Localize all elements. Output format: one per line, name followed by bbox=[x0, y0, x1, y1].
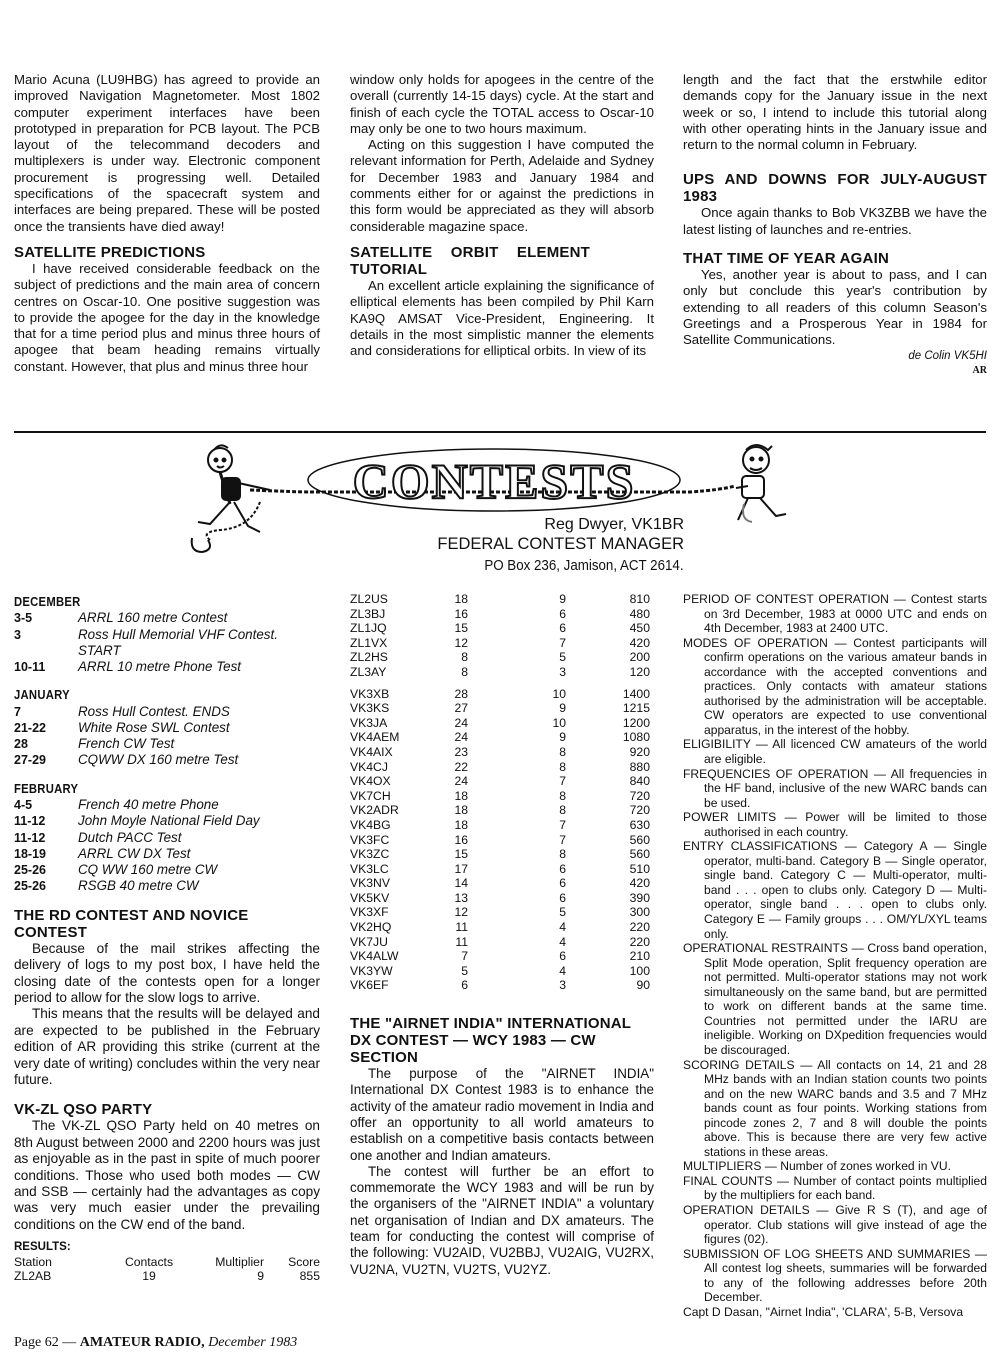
score-contacts: 13 bbox=[454, 890, 468, 905]
score-contacts: 18 bbox=[454, 803, 468, 818]
vk-score-table bbox=[350, 687, 654, 993]
score-total: 1400 bbox=[622, 686, 650, 701]
calendar-date: 11-12 bbox=[14, 830, 46, 845]
calendar-date: 28 bbox=[14, 737, 28, 752]
score-multiplier: 3 bbox=[559, 978, 566, 993]
calendar-date: 21-22 bbox=[14, 720, 46, 735]
magazine-name: AMATEUR RADIO, bbox=[79, 1335, 205, 1350]
score-multiplier: 6 bbox=[559, 606, 566, 621]
paragraph: This means that the results will be delayed and are expected to be published in the February edition of AR providing this strike (current at the very date of writing) concludes within the very near future. bbox=[14, 1006, 320, 1088]
contest-calendar-column bbox=[14, 592, 320, 1283]
score-row bbox=[350, 687, 654, 702]
score-row bbox=[350, 701, 654, 716]
calendar-entry bbox=[14, 720, 320, 736]
col-station: Station bbox=[14, 1255, 52, 1270]
scores-and-airnet-column bbox=[350, 592, 654, 1278]
score-row bbox=[350, 636, 654, 651]
contests-title-text: CONTESTS bbox=[352, 453, 636, 509]
score-multiplier: 4 bbox=[559, 920, 566, 935]
calendar-date: 18-19 bbox=[14, 846, 46, 861]
calendar-date: 11-12 bbox=[14, 814, 46, 829]
score-total: 560 bbox=[629, 847, 650, 862]
score-row bbox=[350, 803, 654, 818]
score-row bbox=[350, 833, 654, 848]
calendar-date: 3 bbox=[14, 627, 21, 642]
score-contacts: 18 bbox=[454, 788, 468, 803]
calendar-event: CQ WW 160 metre CW bbox=[78, 862, 218, 878]
score-station: VK5KV bbox=[350, 890, 390, 905]
score-station: VK3FC bbox=[350, 832, 390, 847]
score-multiplier: 8 bbox=[559, 759, 566, 774]
score-total: 510 bbox=[629, 861, 650, 876]
calendar-date: 25-26 bbox=[14, 863, 46, 878]
score-multiplier: 6 bbox=[559, 621, 566, 636]
score-row bbox=[350, 935, 654, 950]
score-row bbox=[350, 716, 654, 731]
score-multiplier: 4 bbox=[559, 963, 566, 978]
score-row bbox=[350, 847, 654, 862]
results-label: RESULTS: bbox=[14, 1241, 71, 1254]
paragraph: Mario Acuna (LU9HBG) has agreed to provide an improved Navigation Magnetometer. Most 1802 computer experiment interfaces have been prototyped in preparation for PCB layout. The PCB layout of the telecommand decoders and multiplexers is under way. Electronic component procurement is progressing well. Detailed specifications of the spacecraft system and interfaces are being prepared. These will be posted once the transients have died away! bbox=[14, 72, 320, 234]
paragraph: The contest will further be an effort to commemorate the WCY 1983 and will be run by the organisers of the "AIRNET INDIA" a voluntary net organisation of Indian and DX amateurs. The team for conducting the contest will comprise of the following: VU2AID, VU2BBJ, VU2AIG, VU2RX, VU2NA, VU2TN, VU2TS, VU2YZ. bbox=[350, 1163, 654, 1277]
score-contacts: 22 bbox=[454, 759, 468, 774]
score-total: 630 bbox=[629, 817, 650, 832]
heading-ups-and-downs: UPS AND DOWNS FOR JULY-AUGUST 1983 bbox=[683, 171, 987, 206]
score-station: VK4AEM bbox=[350, 730, 400, 745]
manager-title: FEDERAL CONTEST MANAGER bbox=[437, 535, 684, 553]
calendar-entry bbox=[14, 846, 320, 862]
contest-rule: SCORING DETAILS — All contacts on 14, 21 and 28 MHz bands with an Indian station counts two points and on the new WARC bands and 3.5 and 7 MHz bands count as four points. Working stations from pincode zones 2, 7 and 8 will double the points above. This is because there are very few active stations in these areas. bbox=[683, 1057, 987, 1159]
contest-rule: Capt D Dasan, "Airnet India", 'CLARA', 5-B, Versova bbox=[683, 1304, 964, 1319]
score-station: VK3LC bbox=[350, 861, 389, 876]
contest-rule: OPERATION DETAILS — Give R S (T), and age of operator. Club stations will give instead of age the figures (02). bbox=[683, 1202, 987, 1247]
score-station: ZL2HS bbox=[350, 650, 388, 665]
score-station: VK4OX bbox=[350, 774, 391, 789]
score-station: VK4ALW bbox=[350, 949, 399, 964]
score-multiplier: 9 bbox=[559, 701, 566, 716]
score-row bbox=[350, 964, 654, 979]
calendar-event: ARRL 160 metre Contest bbox=[78, 610, 228, 626]
score-row bbox=[350, 760, 654, 775]
score-contacts: 16 bbox=[454, 832, 468, 847]
cell-score: 855 bbox=[299, 1269, 320, 1284]
score-station: VK4AIX bbox=[350, 744, 393, 759]
paragraph: Yes, another year is about to pass, and I can only but conclude this year's contribution by extending to all readers of this column Season's Greetings and a Prosperous Year in 1984 for Satellite Communications. bbox=[683, 267, 987, 348]
manager-name: Reg Dwyer, VK1BR bbox=[544, 516, 684, 533]
score-station: VK6EF bbox=[350, 978, 389, 993]
calendar-date: 7 bbox=[14, 704, 21, 719]
right-cartoon-figure bbox=[736, 445, 786, 522]
score-row bbox=[350, 789, 654, 804]
signature: de Colin VK5HI bbox=[908, 349, 987, 362]
calendar-entry bbox=[14, 752, 320, 768]
col-multiplier: Multiplier bbox=[215, 1255, 264, 1270]
score-total: 390 bbox=[629, 890, 650, 905]
score-contacts: 6 bbox=[461, 978, 468, 993]
score-multiplier: 7 bbox=[559, 832, 566, 847]
cell-multiplier: 9 bbox=[257, 1269, 264, 1284]
top-column-1 bbox=[14, 72, 320, 375]
score-multiplier: 6 bbox=[559, 890, 566, 905]
score-total: 720 bbox=[629, 803, 650, 818]
score-total: 880 bbox=[629, 759, 650, 774]
contest-rule: MODES OF OPERATION — Contest participants will confirm operations on the various amateur bands in accordance with the accepted conventions and practices. Only contacts with amateur stations authorised by the administration will be acceptable. CW operators are expected to use conventional apparatus, in the interest of the hobby. bbox=[683, 635, 987, 737]
score-station: ZL1VX bbox=[350, 635, 388, 650]
airnet-rules-column bbox=[683, 592, 987, 1319]
score-row bbox=[350, 607, 654, 622]
score-station: VK2HQ bbox=[350, 920, 392, 935]
score-contacts: 7 bbox=[461, 949, 468, 964]
calendar-event: CQWW DX 160 metre Test bbox=[78, 752, 239, 768]
score-station: ZL2US bbox=[350, 592, 388, 606]
calendar-event: John Moyle National Field Day bbox=[78, 813, 260, 829]
calendar-entry bbox=[14, 830, 320, 846]
score-multiplier: 10 bbox=[552, 715, 566, 730]
score-row bbox=[350, 862, 654, 877]
score-contacts: 24 bbox=[454, 730, 468, 745]
score-total: 1200 bbox=[622, 715, 650, 730]
calendar-month-heading: FEBRUARY bbox=[14, 781, 79, 796]
paragraph: The purpose of the "AIRNET INDIA" International DX Contest 1983 is to enhance the activity of the amateur radio movement in India and offer an opportunity to all world amateurs to establish on a competitive basis contacts between one another and Indian amateurs. bbox=[350, 1066, 654, 1163]
paragraph: Acting on this suggestion I have computed the relevant information for Perth, Adelaide and Sydney for December 1983 and January 1984 and comments either for or against the predictions in this form would be appreciated as they will absorb considerable magazine space. bbox=[350, 137, 654, 234]
contest-rule: ELIGIBILITY — All licenced CW amateurs of the world are eligible. bbox=[683, 737, 987, 767]
calendar-entry bbox=[14, 659, 320, 675]
calendar-event: French CW Test bbox=[78, 736, 175, 752]
score-station: VK7CH bbox=[350, 788, 391, 803]
score-station: VK7JU bbox=[350, 934, 388, 949]
results-header bbox=[14, 1255, 320, 1269]
score-total: 210 bbox=[629, 949, 650, 964]
score-multiplier: 6 bbox=[559, 861, 566, 876]
score-total: 200 bbox=[629, 650, 650, 665]
score-multiplier: 6 bbox=[559, 876, 566, 891]
manager-address: PO Box 236, Jamison, ACT 2614. bbox=[484, 558, 684, 574]
score-contacts: 28 bbox=[454, 686, 468, 701]
score-contacts: 15 bbox=[454, 847, 468, 862]
score-total: 90 bbox=[636, 978, 650, 993]
score-total: 100 bbox=[629, 963, 650, 978]
contest-rule: SUBMISSION OF LOG SHEETS AND SUMMARIES — All contest log sheets, summaries will be forwarded to any of the following addresses before 20th December. bbox=[683, 1246, 987, 1305]
top-column-2 bbox=[350, 72, 654, 359]
calendar-date: 4-5 bbox=[14, 797, 33, 812]
score-multiplier: 5 bbox=[559, 650, 566, 665]
score-total: 720 bbox=[629, 788, 650, 803]
score-station: VK3YW bbox=[350, 963, 393, 978]
score-station: VK4CJ bbox=[350, 759, 388, 774]
score-row bbox=[350, 621, 654, 636]
contest-rule: OPERATIONAL RESTRAINTS — Cross band operation, Split Mode operation, Split frequency operation are not permitted. Multi-operator stations may not work simultaneously on the same band, but are permitted to work on different bands at the same time. Countries not permitted under the IARU are ineligible. Working on DXpedition frequencies would be discouraged. bbox=[683, 941, 987, 1057]
score-multiplier: 8 bbox=[559, 847, 566, 862]
contest-rule: POWER LIMITS — Power will be limited to those authorised in each country. bbox=[683, 810, 987, 839]
contest-rule: FINAL COUNTS — Number of contact points multiplied by the multipliers for each band. bbox=[683, 1173, 987, 1203]
calendar-date: 27-29 bbox=[14, 753, 46, 768]
score-contacts: 17 bbox=[454, 861, 468, 876]
page-number: Page 62 — bbox=[14, 1335, 80, 1350]
section-divider bbox=[14, 431, 986, 433]
score-total: 220 bbox=[629, 934, 650, 949]
score-station: ZL1JQ bbox=[350, 621, 387, 636]
calendar-date: 10-11 bbox=[14, 660, 46, 675]
score-multiplier: 9 bbox=[559, 592, 566, 606]
score-contacts: 14 bbox=[454, 876, 468, 891]
score-station: VK3NV bbox=[350, 876, 390, 891]
heading-satellite-predictions: SATELLITE PREDICTIONS bbox=[14, 243, 206, 261]
score-total: 420 bbox=[629, 876, 650, 891]
contests-title-lettering bbox=[304, 446, 684, 514]
score-row bbox=[350, 949, 654, 964]
score-multiplier: 6 bbox=[559, 949, 566, 964]
calendar-entry bbox=[14, 878, 320, 894]
score-row bbox=[350, 891, 654, 906]
score-station: VK3KS bbox=[350, 701, 390, 716]
heading-orbit-tutorial: SATELLITE ORBIT ELEMENT TUTORIAL bbox=[350, 243, 590, 278]
score-total: 1215 bbox=[622, 701, 650, 716]
score-total: 1080 bbox=[622, 730, 650, 745]
score-row bbox=[350, 774, 654, 789]
paragraph: length and the fact that the erstwhile editor demands copy for the January issue in the next week or so, I intend to include this tutorial along with other operating hints in the January issue and return to the normal column in February. bbox=[683, 72, 987, 153]
score-contacts: 18 bbox=[454, 592, 468, 606]
heading-time-of-year: THAT TIME OF YEAR AGAIN bbox=[683, 250, 889, 268]
calendar-event: RSGB 40 metre CW bbox=[78, 878, 199, 894]
paragraph: Because of the mail strikes affecting the delivery of logs to my post box, I have held the closing date of the contests open for a longer period to allow for the slow logs to arrive. bbox=[14, 940, 320, 1005]
heading-airnet-india: THE "AIRNET INDIA" INTERNATIONAL DX CONTEST — WCY 1983 — CW SECTION bbox=[350, 1015, 631, 1067]
calendar-entry bbox=[14, 704, 320, 720]
score-contacts: 11 bbox=[455, 920, 468, 935]
score-contacts: 24 bbox=[454, 715, 468, 730]
score-multiplier: 7 bbox=[559, 774, 566, 789]
cell-contacts: 19 bbox=[142, 1269, 156, 1284]
cell-station: ZL2AB bbox=[14, 1269, 52, 1284]
score-contacts: 18 bbox=[454, 817, 468, 832]
contest-rule: FREQUENCIES OF OPERATION — All frequencies in the HF band, inclusive of the new WARC bands can be used. bbox=[683, 766, 987, 810]
score-total: 220 bbox=[629, 920, 650, 935]
calendar-date: 3-5 bbox=[14, 611, 33, 626]
score-row bbox=[350, 978, 654, 993]
score-multiplier: 10 bbox=[552, 686, 566, 701]
score-total: 300 bbox=[629, 905, 650, 920]
paragraph: An excellent article explaining the significance of elliptical elements has been compiled by Phil Karn KA9Q AMSAT Vice-President, Engineering. It details in the most simplistic manner the elements and considerations for elliptical orbits. In view of its bbox=[350, 277, 654, 359]
score-total: 450 bbox=[629, 621, 650, 636]
score-station: ZL3AY bbox=[350, 664, 387, 679]
score-multiplier: 4 bbox=[559, 934, 566, 949]
score-multiplier: 7 bbox=[559, 635, 566, 650]
calendar-entry bbox=[14, 862, 320, 878]
score-contacts: 8 bbox=[461, 650, 468, 665]
calendar-event: Ross Hull Memorial VHF Contest. START bbox=[78, 626, 278, 658]
paragraph: I have received considerable feedback on the subject of predictions and the main area of concern centres on Oscar-10. One positive suggestion was to provide the apogee for the day in the knowledge that for a time period plus and minus three hours of apogee that beam heading remains virtually constant. However, that plus and minus three hour bbox=[14, 260, 320, 374]
contest-rule: PERIOD OF CONTEST OPERATION — Contest starts on 3rd December, 1983 at 0000 UTC and ends on 4th December, 1983 at 2400 UTC. bbox=[683, 592, 987, 636]
score-row bbox=[350, 876, 654, 891]
contest-rule: ENTRY CLASSIFICATIONS — Category A — Single operator, multi-band. Category B — Single operator, single band. Category C — Multi-operator, multi-band . . . open to clubs only. Category D — Multi-operator, single band . . . open to clubs only. Category E — Family groups . . . OM/YL/XYL teams only. bbox=[683, 839, 987, 941]
score-station: VK3XF bbox=[350, 905, 389, 920]
calendar-event: ARRL CW DX Test bbox=[78, 845, 191, 861]
issue-date: December 1983 bbox=[204, 1335, 298, 1350]
calendar-event: Dutch PACC Test bbox=[78, 829, 182, 845]
paragraph: window only holds for apogees in the centre of the overall (currently 14-15 days) cycle. At the start and finish of each cycle the TOTAL access to Oscar-10 may only be one to two hours maximum. bbox=[350, 72, 654, 136]
score-station: VK3JA bbox=[350, 715, 388, 730]
score-station: VK2ADR bbox=[350, 803, 399, 818]
zl-score-table bbox=[350, 592, 654, 680]
score-multiplier: 3 bbox=[559, 664, 566, 679]
score-contacts: 15 bbox=[454, 621, 468, 636]
top-column-3 bbox=[683, 72, 987, 379]
calendar-month-heading: DECEMBER bbox=[14, 595, 81, 609]
score-row bbox=[350, 745, 654, 760]
score-station: VK4BG bbox=[350, 817, 391, 832]
score-total: 840 bbox=[629, 774, 650, 789]
score-multiplier: 8 bbox=[559, 744, 566, 759]
score-contacts: 12 bbox=[454, 635, 468, 650]
calendar-entry bbox=[14, 610, 320, 626]
paragraph: Once again thanks to Bob VK3ZBB we have the latest listing of launches and re-entries. bbox=[683, 205, 987, 237]
score-total: 480 bbox=[629, 606, 650, 621]
score-station: ZL3BJ bbox=[350, 606, 386, 621]
col-score: Score bbox=[288, 1255, 320, 1270]
calendar-event: ARRL 10 metre Phone Test bbox=[78, 659, 242, 675]
score-total: 560 bbox=[629, 832, 650, 847]
calendar-event: White Rose SWL Contest bbox=[78, 719, 230, 735]
col-contacts: Contacts bbox=[124, 1255, 174, 1270]
score-contacts: 23 bbox=[454, 744, 468, 759]
score-contacts: 16 bbox=[454, 606, 468, 621]
heading-vk-zl-qso-party: VK-ZL QSO PARTY bbox=[14, 1101, 153, 1119]
score-row bbox=[350, 818, 654, 833]
score-total: 810 bbox=[629, 592, 650, 606]
calendar-date: 25-26 bbox=[14, 879, 46, 894]
score-station: VK3XB bbox=[350, 686, 390, 701]
score-row bbox=[350, 665, 654, 680]
contest-calendar bbox=[14, 594, 320, 895]
calendar-event: French 40 metre Phone bbox=[78, 796, 219, 812]
calendar-entry bbox=[14, 736, 320, 752]
score-multiplier: 5 bbox=[559, 905, 566, 920]
calendar-event: Ross Hull Contest. ENDS bbox=[78, 703, 230, 719]
score-multiplier: 9 bbox=[559, 730, 566, 745]
calendar-entry bbox=[14, 627, 320, 660]
score-multiplier: 8 bbox=[559, 788, 566, 803]
ar-end-mark: AR bbox=[972, 364, 987, 376]
calendar-entry bbox=[14, 797, 320, 813]
paragraph: The VK-ZL QSO Party held on 40 metres on 8th August between 2000 and 2200 hours was just as enjoyable as in the past in spite of much poorer conditions. Those who used both modes — CW and SSB — certainly had the advantages as copy was very much easier under the prevailing conditions on the CW end of the band. bbox=[14, 1118, 320, 1232]
left-cartoon-figure bbox=[192, 445, 270, 552]
calendar-month-heading: JANUARY bbox=[14, 688, 70, 703]
score-row bbox=[350, 920, 654, 935]
score-multiplier: 8 bbox=[559, 803, 566, 818]
score-multiplier: 7 bbox=[559, 817, 566, 832]
contest-rule: MULTIPLIERS — Number of zones worked in VU. bbox=[683, 1159, 951, 1174]
score-contacts: 11 bbox=[455, 934, 468, 949]
score-total: 920 bbox=[629, 744, 650, 759]
score-total: 420 bbox=[629, 635, 650, 650]
score-row bbox=[350, 650, 654, 665]
heading-rd-contest: THE RD CONTEST AND NOVICE CONTEST bbox=[14, 906, 249, 941]
score-contacts: 8 bbox=[461, 664, 468, 679]
score-total: 120 bbox=[629, 664, 650, 679]
score-contacts: 27 bbox=[454, 701, 468, 716]
score-contacts: 5 bbox=[461, 963, 468, 978]
score-row bbox=[350, 730, 654, 745]
results-row bbox=[14, 1269, 320, 1283]
score-station: VK3ZC bbox=[350, 847, 390, 862]
page-footer bbox=[14, 1335, 297, 1351]
score-row bbox=[350, 905, 654, 920]
calendar-entry bbox=[14, 813, 320, 829]
score-contacts: 24 bbox=[454, 774, 468, 789]
score-contacts: 12 bbox=[454, 905, 468, 920]
score-row bbox=[350, 592, 654, 607]
